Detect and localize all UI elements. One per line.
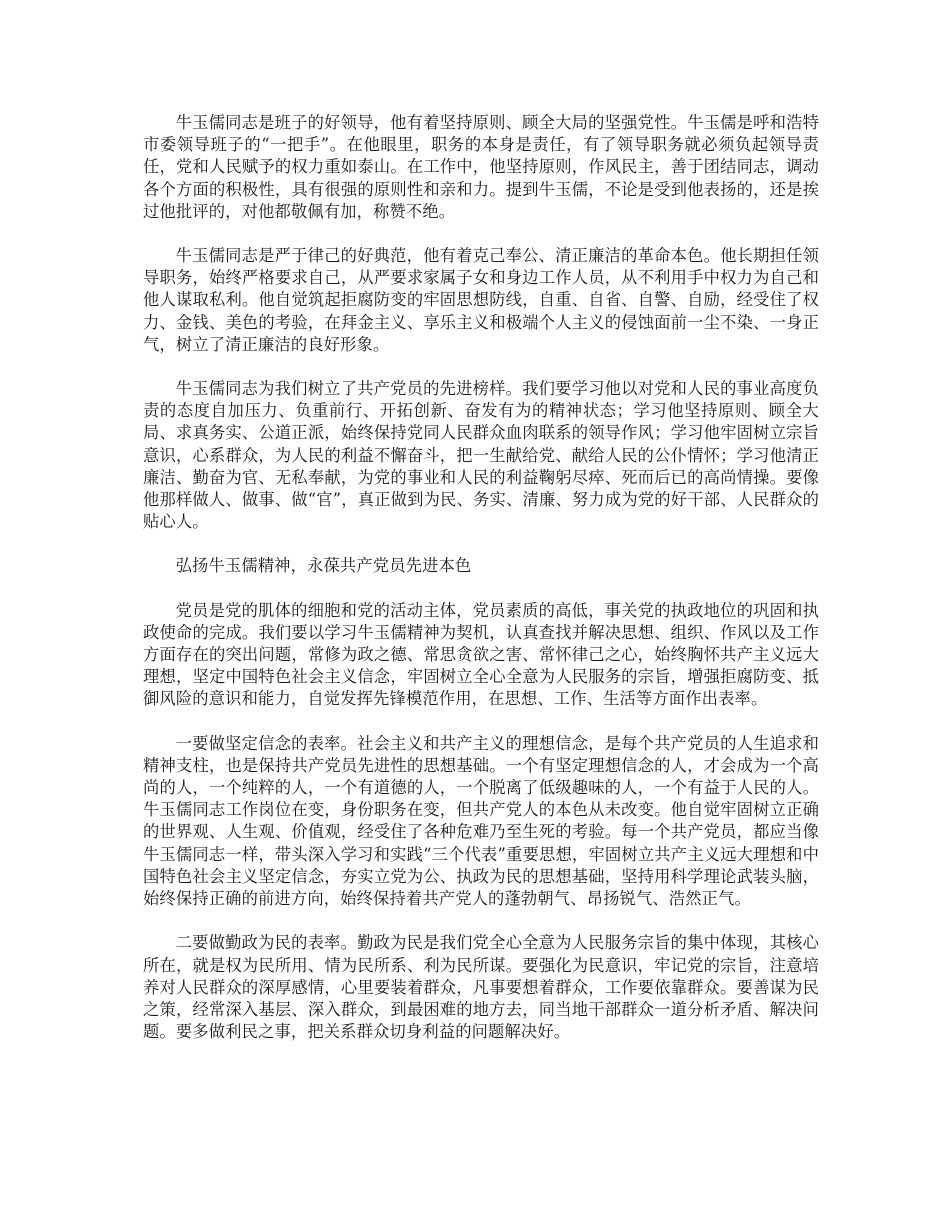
document-body [143,112,819,1065]
paragraph-firm-belief: 一要做坚定信念的表率。社会主义和共产主义的理想信念，是每个共产党员的人生追求和精神支柱，也是保持共产党员先进性的思想基础。一个有坚定理想信念的人，才会成为一个高尚的人，一个纯粹的人，一个有道德的人，一个脱离了低级趣味的人，一个有益于人民的人。牛玉儒同志工作岗位在变，身份职务在变，但共产党人的本色从未改变。他自觉牢固树立正确的世界观、人生观、价值观，经受住了各种危难乃至生死的考验。每一个共产党员，都应当像牛玉儒同志一样，带头深入学习和实践“三个代表”重要思想，牢固树立共产主义远大理想和中国特色社会主义坚定信念，夯实立党为公、执政为民的思想基础，坚持用科学理论武装头脑，始终保持正确的前进方向，始终保持着共产党人的蓬勃朝气、昂扬锐气、浩然正气。 [143,733,819,909]
paragraph-party-members: 党员是党的肌体的细胞和党的活动主体，党员素质的高低，事关党的执政地位的巩固和执政使命的完成。我们要以学习牛玉儒精神为契机，认真查找并解决思想、组织、作风以及工作方面存在的突出问题，常修为政之德、常思贪欲之害、常怀律己之心，始终胸怀共产主义远大理想，坚定中国特色社会主义信念，牢固树立全心全意为人民服务的宗旨，增强拒腐防变、抵御风险的意识和能力，自觉发挥先锋模范作用，在思想、工作、生活等方面作出表率。 [143,600,819,709]
paragraph-diligent-governance: 二要做勤政为民的表率。勤政为民是我们党全心全意为人民服务宗旨的集中体现，其核心所在，就是权为民所用、情为民所系、利为民所谋。要强化为民意识，牢记党的宗旨，注意培养对人民群众的深厚感情，心里要装着群众，凡事要想着群众，工作要依靠群众。要善谋为民之策，经常深入基层、深入群众，到最困难的地方去，同当地干部群众一道分析矛盾、解决问题。要多做利民之事，把关系群众切身利益的问题解决好。 [143,933,819,1042]
paragraph-role-model: 牛玉儒同志为我们树立了共产党员的先进榜样。我们要学习他以对党和人民的事业高度负责的态度自加压力、负重前行、开拓创新、奋发有为的精神状态；学习他坚持原则、顾全大局、求真务实、公道正派，始终保持党同人民群众血肉联系的领导作风；学习他牢固树立宗旨意识，心系群众，为人民的利益不懈奋斗，把一生献给党、献给人民的公仆情怀；学习他清正廉洁、勤奋为官、无私奉献，为党的事业和人民的利益鞠躬尽瘁、死而后已的高尚情操。要像他那样做人、做事、做“官”，真正做到为民、务实、清廉、努力成为党的好干部、人民群众的贴心人。 [143,379,819,532]
paragraph-self-discipline: 牛玉儒同志是严于律己的好典范，他有着克己奉公、清正廉洁的革命本色。他长期担任领导职务，始终严格要求自己，从严要求家属子女和身边工作人员，从不利用手中权力为自己和他人谋取私利。他自觉筑起拒腐防变的牢固思想防线，自重、自省、自警、自励，经受住了权力、金钱、美色的考验，在拜金主义、享乐主义和极端个人主义的侵蚀面前一尘不染、一身正气，树立了清正廉洁的良好形象。 [143,246,819,354]
paragraph-leadership: 牛玉儒同志是班子的好领导，他有着坚持原则、顾全大局的坚强党性。牛玉儒是呼和浩特市委领导班子的“一把手”。在他眼里，职务的本身是责任，有了领导职务就必须负起领导责任，党和人民赋予的权力重如泰山。在工作中，他坚持原则，作风民主，善于团结同志，调动各个方面的积极性，具有很强的原则性和亲和力。提到牛玉儒，不论是受到他表扬的，还是挨过他批评的，对他都敬佩有加，称赞不绝。 [143,113,819,221]
section-heading: 弘扬牛玉儒精神，永葆共产党员先进本色 [175,556,472,576]
